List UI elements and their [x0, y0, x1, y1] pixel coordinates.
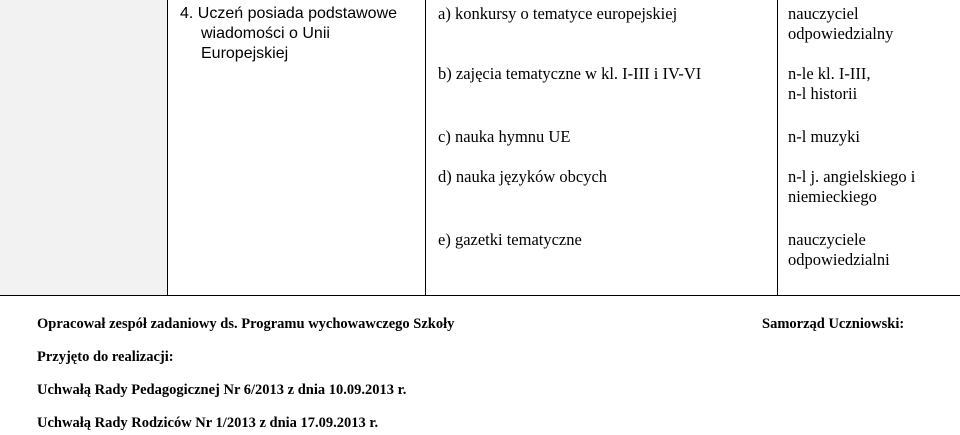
responsible-a-line-2: odpowiedzialny: [788, 24, 894, 43]
responsible-a-line-1: nauczyciel: [788, 4, 859, 23]
goal-line-2: wiadomości o Unii: [201, 25, 330, 42]
goal-line-1: 4. Uczeń posiada podstawowe: [180, 5, 398, 22]
number-column: [0, 0, 167, 295]
responsible-d-line-2: niemieckiego: [788, 187, 877, 206]
accepted-label: Przyjęto do realizacji:: [37, 349, 174, 365]
resolution-parents: Uchwałą Rady Rodziców Nr 1/2013 z dnia 17.09.2013 r.: [37, 415, 379, 431]
responsible-e-line-2: odpowiedzialni: [788, 250, 890, 269]
responsible-d-line-1: n-l j. angielskiego i: [788, 167, 916, 186]
student-council-label: Samorząd Uczniowski:: [762, 316, 905, 332]
task-c: c) nauka hymnu UE: [438, 127, 571, 146]
goal-line-3: Europejskiej: [201, 45, 289, 62]
task-e: e) gazetki tematyczne: [438, 230, 582, 249]
column-divider: [425, 0, 426, 296]
prepared-by: Opracował zespół zadaniowy ds. Programu wychowawczego Szkoły: [37, 316, 455, 332]
column-divider: [167, 0, 168, 296]
responsible-e-line-1: nauczyciele: [788, 230, 866, 249]
resolution-teachers: Uchwałą Rady Pedagogicznej Nr 6/2013 z dnia 10.09.2013 r.: [37, 382, 407, 398]
column-divider: [777, 0, 778, 296]
responsible-b-line-1: n-le kl. I-III,: [788, 64, 871, 83]
responsible-c-line-1: n-l muzyki: [788, 127, 860, 146]
table-bottom-border: [0, 295, 960, 296]
task-a: a) konkursy o tematyce europejskiej: [438, 4, 678, 23]
responsible-b-line-2: n-l historii: [788, 84, 858, 103]
task-d: d) nauka języków obcych: [438, 167, 608, 186]
task-b: b) zajęcia tematyczne w kl. I-III i IV-VI: [438, 64, 702, 83]
